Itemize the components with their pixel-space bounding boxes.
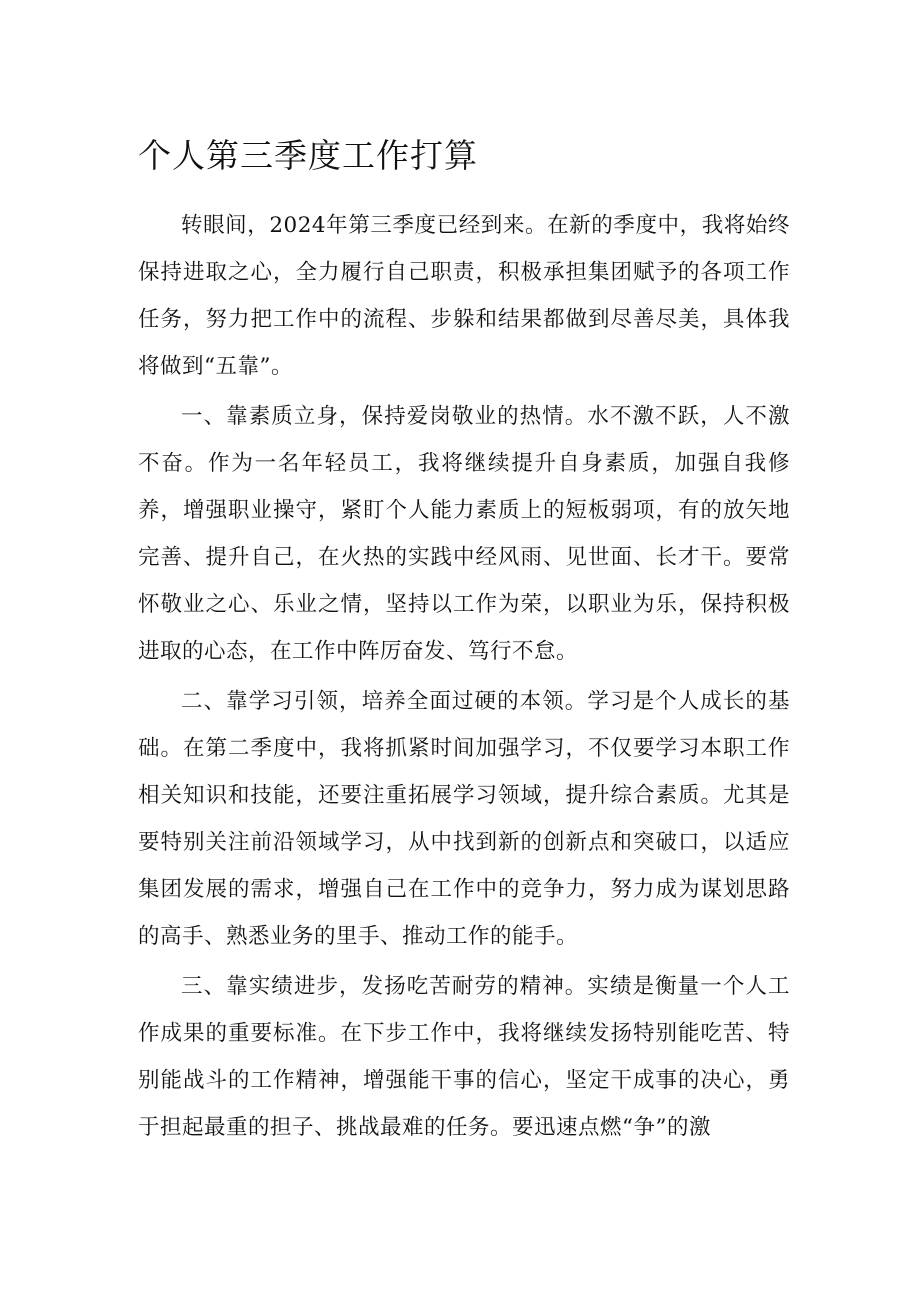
document-page	[138, 132, 790, 1151]
paragraph-point-3: 三、靠实绩进步，发扬吃苦耐劳的精神。实绩是衡量一个人工作成果的重要标准。在下步工作中，我将继续发扬特别能吃苦、特别能战斗的工作精神，增强能干事的信心，坚定干成事的决心，勇于担起最重的担子、挑战最难的任务。要迅速点燃“争”的激	[138, 974, 790, 1140]
paragraph-point-1: 一、靠素质立身，保持爱岗敬业的热情。水不激不跃，人不激不奋。作为一名年轻员工，我将继续提升自身素质，加强自我修养，增强职业操守，紧盯个人能力素质上的短板弱项，有的放矢地完善、提升自己，在火热的实践中经风雨、见世面、长才干。要常怀敬业之心、乐业之情，坚持以工作为荣，以职业为乐，保持积极进取的心态，在工作中阵厉奋发、笃行不怠。	[138, 404, 790, 664]
paragraph-point-2: 二、靠学习引领，培养全面过硬的本领。学习是个人成长的基础。在第二季度中，我将抓紧时间加强学习，不仅要学习本职工作相关知识和技能，还要注重拓展学习领域，提升综合素质。尤其是要特别关注前沿领域学习，从中找到新的创新点和突破口，以适应集团发展的需求，增强自己在工作中的竞争力，努力成为谋划思路的高手、熟悉业务的里手、推动工作的能手。	[138, 689, 790, 949]
paragraph-intro: 转眼间，2024年第三季度已经到来。在新的季度中，我将始终保持进取之心，全力履行自己职责，积极承担集团赋予的各项工作任务，努力把工作中的流程、步躲和结果都做到尽善尽美，具体我将做到“五靠”。	[138, 213, 790, 379]
document-title: 个人第三季度工作打算	[138, 136, 478, 175]
